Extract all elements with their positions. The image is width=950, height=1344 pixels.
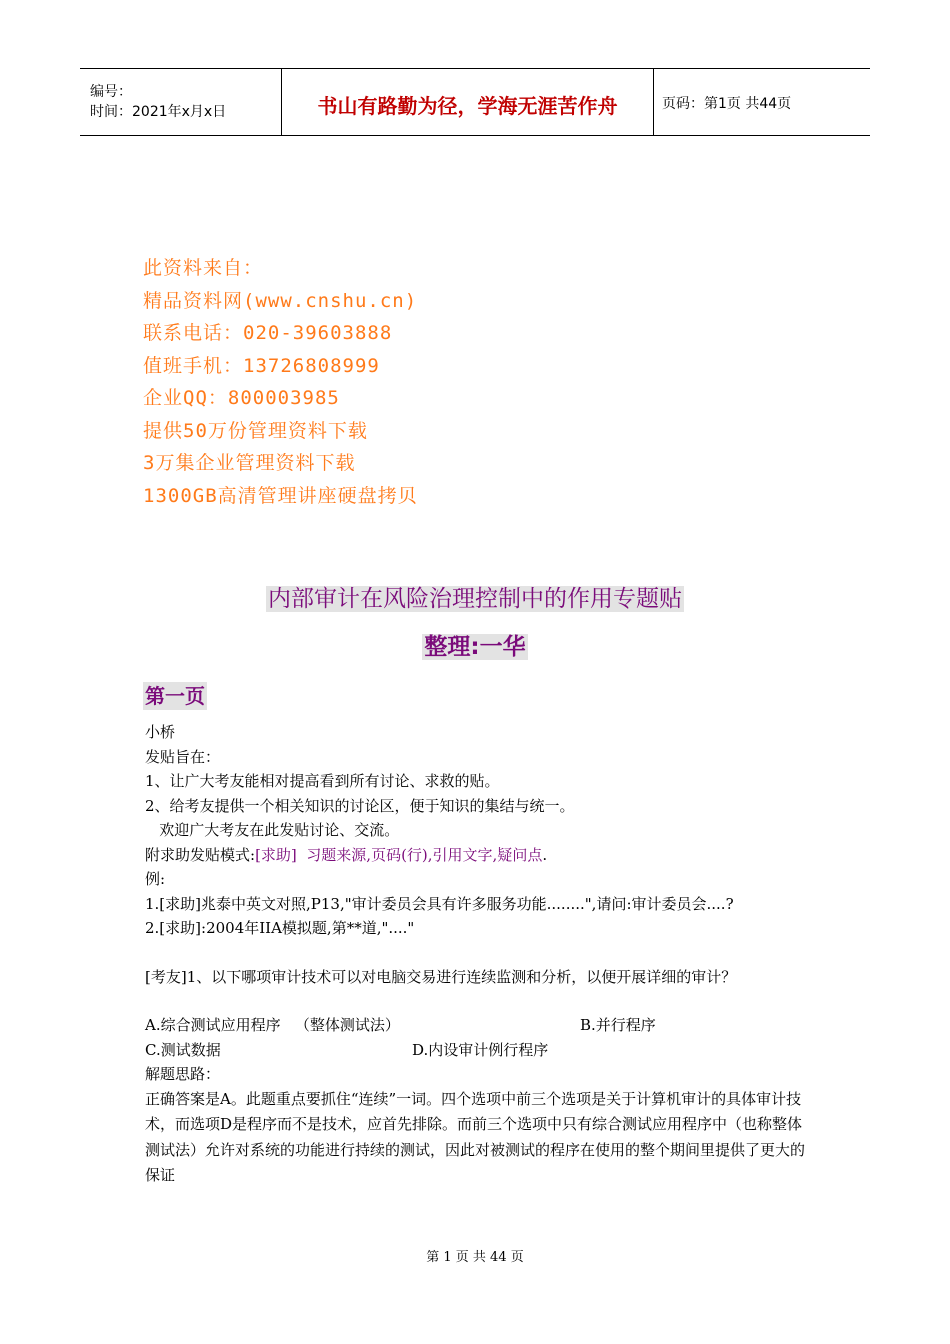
section-heading: 第一页 [145, 684, 205, 708]
document-title-wrap [0, 580, 950, 613]
page-header [80, 68, 870, 136]
analysis-label: 解题思路： [145, 1065, 221, 1083]
help-format-line [145, 843, 815, 868]
document-subtitle-wrap [0, 628, 950, 661]
header-page-info: 页码：第1页 共44页 [662, 96, 792, 112]
promo-line: 此资料来自： [143, 257, 264, 279]
example-line: 2.[求助]:2004年IIA模拟题,第**道,"...." [145, 919, 415, 937]
section-heading-wrap [143, 680, 207, 709]
option-a: A.综合测试应用程序 （整体测试法） [145, 1016, 400, 1034]
header-meta [80, 69, 282, 135]
options-row [145, 1013, 815, 1038]
promo-line: 精品资料网(www.cnshu.cn) [143, 289, 418, 312]
body-line: 例: [145, 870, 166, 888]
promo-line: 联系电话：020-39603888 [143, 322, 393, 344]
analysis-text: 正确答案是A。此题重点要抓住“连续”一词。四个选项中前三个选项是关于计算机审计的具体审计技术，而选项D是程序而不是技术，应首先排除。而前三个选项中只有综合测试应用程序中（也称整体测试法）允许对系统的功能进行持续的测试，因此对被测试的程序在使用的整个期间里提供了更大的保证 [145, 1089, 806, 1184]
document-date: 时间：2021年x月x日 [90, 104, 227, 120]
header-motto: 书山有路勤为径，学海无涯苦作舟 [282, 69, 654, 135]
question-text: [考友]1、以下哪项审计技术可以对电脑交易进行连续监测和分析，以便开展详细的审计？ [145, 967, 737, 986]
spacer [145, 989, 815, 1013]
document-body [145, 720, 815, 1189]
promo-line: 1300GB高清管理讲座硬盘拷贝 [143, 484, 418, 507]
author-name: 小桥 [145, 723, 176, 741]
promo-line: 提供50万份管理资料下载 [143, 419, 368, 442]
source-promo-block [143, 252, 418, 512]
promo-line: 3万集企业管理资料下载 [143, 452, 356, 474]
example-line: 1.[求助]兆泰中英文对照,P13,"审计委员会具有许多服务功能........",请问:审计委员会....? [145, 894, 734, 913]
promo-line: 企业QQ：800003985 [143, 387, 340, 409]
page-footer: 第 1 页 共 44 页 [426, 1250, 524, 1265]
document-title: 内部审计在风险治理控制中的作用专题贴 [268, 586, 682, 612]
body-line: 1、让广大考友能相对提高看到所有讨论、求救的贴。 [145, 772, 500, 790]
option-d: D.内设审计例行程序 [412, 1040, 549, 1059]
option-b: B.并行程序 [580, 1016, 656, 1034]
body-line: 2、给考友提供一个相关知识的讨论区，便于知识的集结与统一。 [145, 796, 575, 815]
body-line: 发贴旨在： [145, 747, 221, 766]
option-c: C.测试数据 [145, 1040, 221, 1059]
document-subtitle: 整理:一华 [424, 634, 526, 660]
help-format-highlight: [求助] 习题来源,页码(行),引用文字,疑问点 [255, 845, 543, 864]
options-row [145, 1038, 815, 1063]
spacer [145, 941, 815, 965]
promo-line: 值班手机：13726808999 [143, 354, 380, 377]
help-format-prefix: 附求助发贴模式: [145, 845, 256, 864]
help-format-suffix: . [542, 845, 548, 864]
document-number-label: 编号： [90, 84, 132, 100]
body-line: 欢迎广大考友在此发贴讨论、交流。 [145, 821, 400, 839]
